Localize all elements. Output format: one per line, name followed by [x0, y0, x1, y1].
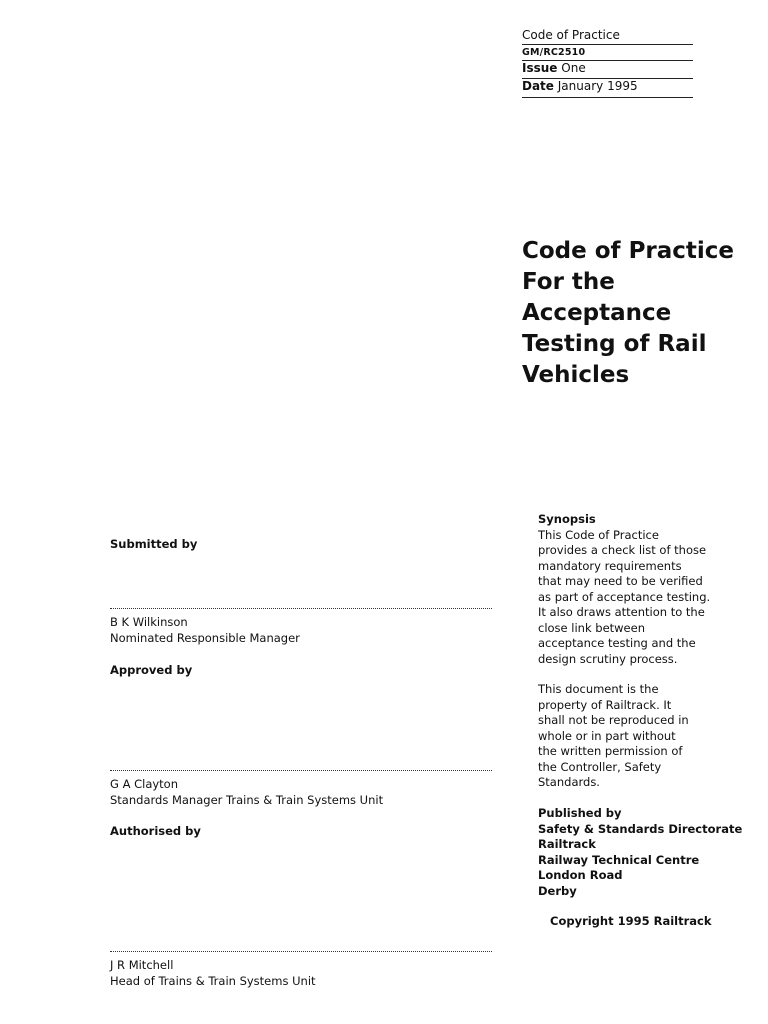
signature-line-approved	[110, 770, 492, 771]
notice-line: property of Railtrack. It	[538, 697, 672, 712]
notice-line: This document is the	[538, 682, 659, 696]
notice-line: the Controller, Safety	[538, 759, 662, 774]
approved-by-block	[110, 776, 383, 808]
synopsis-line: that may need to be verified	[538, 574, 703, 588]
title-line: Code of Practice	[522, 238, 735, 264]
notice-line: Standards.	[538, 775, 600, 789]
publisher-line: Published by	[538, 806, 622, 820]
authorised-by-block	[110, 957, 316, 989]
authoriser-role: Head of Trains & Train Systems Unit	[110, 974, 316, 988]
synopsis-line: design scrutiny process.	[538, 651, 678, 666]
issue-label: Issue	[522, 61, 558, 75]
synopsis-line: It also draws attention to the	[538, 605, 705, 619]
publisher-line: Railway Technical Centre	[538, 852, 700, 867]
publisher-line: Derby	[538, 883, 577, 898]
synopsis-line: acceptance testing and the	[538, 636, 696, 650]
submitter-role: Nominated Responsible Manager	[110, 631, 300, 645]
doc-type-text: Code of Practice	[522, 28, 620, 42]
publisher-line: Railtrack	[538, 837, 596, 851]
notice-line: shall not be reproduced in	[538, 713, 689, 727]
approver-name: G A Clayton	[110, 777, 179, 791]
approver-role: Standards Manager Trains & Train Systems Unit	[110, 793, 384, 807]
authorised-by-label: Authorised by	[110, 824, 201, 838]
approved-by-label: Approved by	[110, 663, 193, 677]
doc-number	[522, 45, 693, 61]
doc-number-text: GM/RC2510	[522, 47, 586, 58]
publisher-line: London Road	[538, 868, 623, 882]
copyright-notice	[538, 682, 738, 791]
date-value: January 1995	[557, 79, 638, 93]
title-line: Vehicles	[522, 362, 630, 388]
date-label: Date	[522, 79, 554, 93]
signature-line-authorised	[110, 951, 492, 952]
notice-line: whole or in part without	[538, 728, 676, 743]
synopsis-line: mandatory requirements	[538, 558, 682, 573]
synopsis-line: This Code of Practice	[538, 527, 659, 542]
submitted-by-label: Submitted by	[110, 537, 198, 551]
authoriser-name: J R Mitchell	[110, 958, 174, 972]
submitted-by-block	[110, 614, 300, 646]
synopsis-heading: Synopsis	[538, 512, 596, 526]
document-title	[522, 236, 762, 391]
synopsis-line: provides a check list of those	[538, 543, 707, 557]
issue-value: One	[561, 61, 586, 75]
synopsis-line: close link between	[538, 620, 645, 635]
doc-type	[522, 28, 693, 45]
title-line: Acceptance	[522, 300, 672, 326]
publisher-block	[538, 806, 742, 899]
title-line: For the	[522, 269, 615, 295]
synopsis-line: as part of acceptance testing.	[538, 589, 711, 604]
issue-row	[522, 61, 693, 79]
synopsis	[538, 512, 738, 667]
copyright-line: Copyright 1995 Railtrack	[550, 914, 712, 928]
signature-line-submitted	[110, 608, 492, 609]
publisher-line: Safety & Standards Directorate	[538, 821, 743, 836]
title-line: Testing of Rail	[522, 331, 707, 357]
date-row	[522, 79, 693, 98]
submitter-name: B K Wilkinson	[110, 615, 188, 629]
notice-line: the written permission of	[538, 744, 683, 758]
